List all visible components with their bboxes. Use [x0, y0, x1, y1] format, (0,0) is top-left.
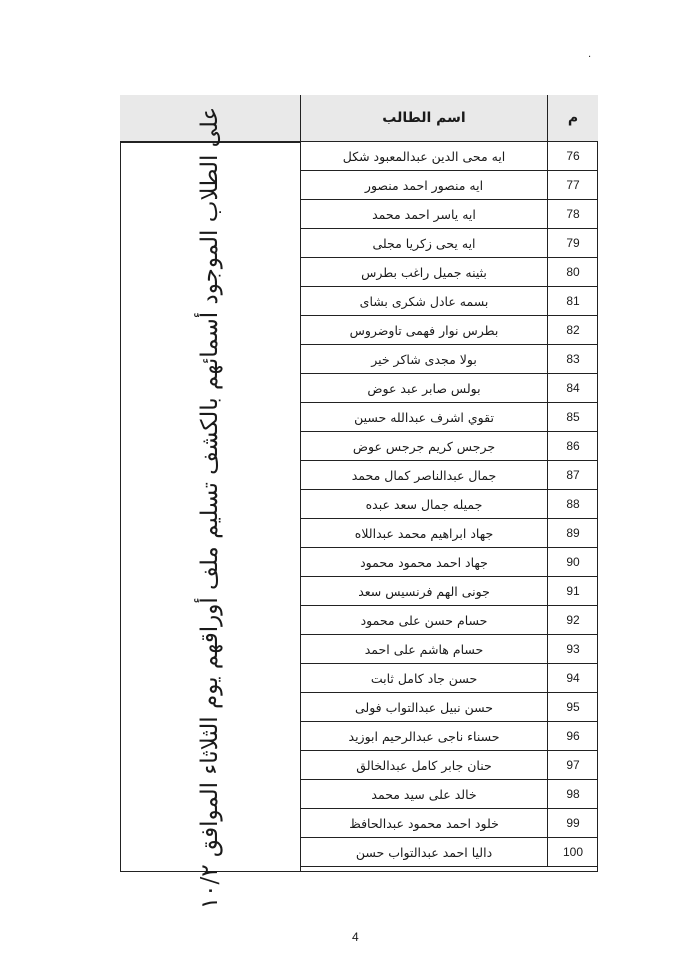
table-row — [301, 606, 598, 635]
table-row — [301, 403, 598, 432]
student-number-cell: 92 — [566, 613, 580, 627]
student-number-cell: 97 — [566, 758, 580, 772]
student-number-cell: 88 — [566, 497, 580, 511]
table-row — [301, 693, 598, 722]
table-row — [301, 577, 598, 606]
student-name-cell: خلود احمد محمود عبدالحافظ — [301, 809, 548, 837]
student-name-cell: بطرس نوار فهمى تاوضروس — [301, 316, 548, 344]
student-number-cell: 95 — [566, 700, 580, 714]
table-row — [301, 548, 598, 577]
student-name-cell: حنان جابر كامل عبدالخالق — [301, 751, 548, 779]
student-name-cell: حسام هاشم على احمد — [301, 635, 548, 663]
header-number: م — [548, 95, 598, 142]
student-name-cell: خالد على سيد محمد — [301, 780, 548, 808]
table-row — [301, 635, 598, 664]
student-name-cell: جهاد احمد محمود محمود — [301, 548, 548, 576]
table-body — [301, 142, 598, 867]
note-column — [120, 106, 301, 909]
student-number-cell: 91 — [566, 584, 580, 598]
student-name-cell: حسام حسن على محمود — [301, 606, 548, 634]
table-row — [301, 432, 598, 461]
table-row — [301, 258, 598, 287]
table-row — [301, 838, 598, 867]
table-row — [301, 345, 598, 374]
student-name-cell: بثينه جميل راغب بطرس — [301, 258, 548, 286]
student-name-cell: تقوي اشرف عبدالله حسين — [301, 403, 548, 431]
student-name-cell: جمال عبدالناصر كمال محمد — [301, 461, 548, 489]
student-table — [120, 95, 598, 909]
table-row — [301, 142, 598, 171]
table-row — [301, 519, 598, 548]
student-name-cell: حسن جاد كامل ثابت — [301, 664, 548, 692]
table-row — [301, 229, 598, 258]
page-number: 4 — [352, 930, 359, 944]
student-name-cell: داليا احمد عبدالتواب حسن — [301, 838, 548, 866]
table-row — [301, 200, 598, 229]
student-name-cell: جهاد ابراهيم محمد عبداللاه — [301, 519, 548, 547]
table-row — [301, 171, 598, 200]
student-number-cell: 82 — [566, 323, 580, 337]
student-name-cell: ايه يحى زكريا مجلى — [301, 229, 548, 257]
student-name-cell: جميله جمال سعد عبده — [301, 490, 548, 518]
table-row — [301, 316, 598, 345]
student-number-cell: 86 — [566, 439, 580, 453]
student-name-cell: حسناء ناجى عبدالرحيم ابوزيد — [301, 722, 548, 750]
table-row — [301, 664, 598, 693]
student-name-cell: بسمه عادل شكرى بشاى — [301, 287, 548, 315]
student-number-cell: 78 — [566, 207, 580, 221]
student-name-cell: ايه منصور احمد منصور — [301, 171, 548, 199]
table-row — [301, 809, 598, 838]
student-number-cell: 100 — [562, 845, 584, 859]
student-name-cell: جرجس كريم جرجس عوض — [301, 432, 548, 460]
student-number-cell: 81 — [566, 294, 580, 308]
table-row — [301, 490, 598, 519]
student-number-cell: 84 — [566, 381, 580, 395]
student-number-cell: 94 — [566, 671, 580, 685]
student-name-cell: بولس صابر عبد عوض — [301, 374, 548, 402]
student-number-cell: 96 — [566, 729, 580, 743]
student-number-cell: 93 — [566, 642, 580, 656]
student-number-cell: 98 — [566, 787, 580, 801]
corner-mark: . — [588, 49, 592, 60]
student-number-cell: 99 — [566, 816, 580, 830]
table-row — [301, 751, 598, 780]
student-name-cell: ايه ياسر احمد محمد — [301, 200, 548, 228]
student-number-cell: 76 — [566, 149, 580, 163]
student-number-cell: 87 — [566, 468, 580, 482]
header-student-name: اسم الطالب — [301, 95, 548, 142]
student-number-cell: 83 — [566, 352, 580, 366]
student-name-cell: بولا مجدى شاكر خير — [301, 345, 548, 373]
student-number-cell: 79 — [566, 236, 580, 250]
table-row — [301, 287, 598, 316]
student-number-cell: 80 — [566, 265, 580, 279]
table-row — [301, 461, 598, 490]
student-name-cell: جونى الهم فرنسيس سعد — [301, 577, 548, 605]
table-row — [301, 780, 598, 809]
student-name-cell: ايه محى الدين عبدالمعبود شكل — [301, 142, 548, 170]
student-name-cell: حسن نبيل عبدالتواب فولى — [301, 693, 548, 721]
student-number-cell: 85 — [566, 410, 580, 424]
vertical-note: على الطلاب الموجود أسمائهم بالكشف تسليم ملف أوراقهم يوم الثلاثاء الموافق ١٠/٢ — [197, 106, 223, 909]
student-number-cell: 77 — [566, 178, 580, 192]
student-number-cell: 90 — [566, 555, 580, 569]
table-row — [301, 722, 598, 751]
table-row — [301, 374, 598, 403]
student-number-cell: 89 — [566, 526, 580, 540]
